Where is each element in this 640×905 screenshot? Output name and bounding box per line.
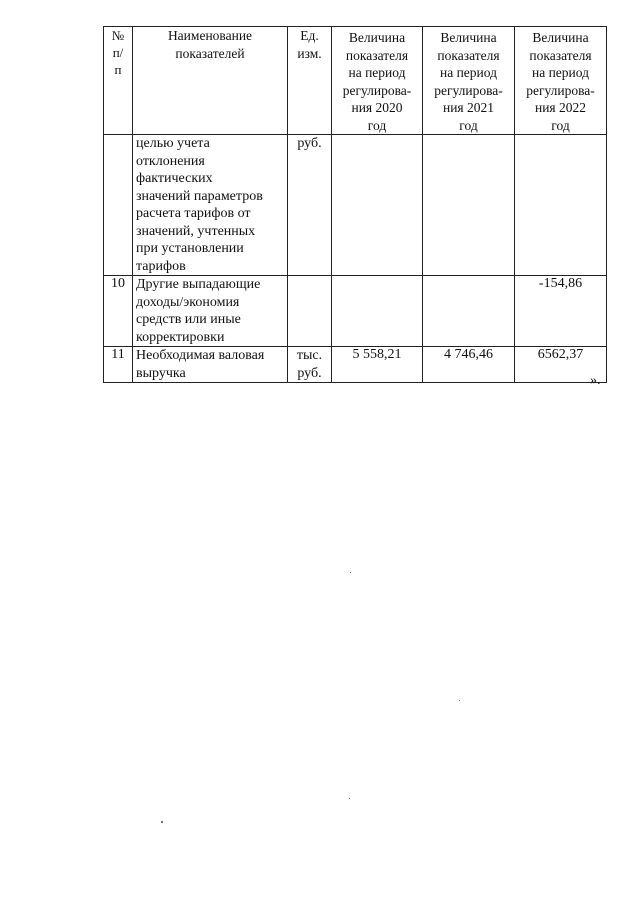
header-2022 [515,27,607,135]
scan-artifact [459,700,460,701]
header-2022-text: Величина показателя на период регулирова- ния 2022 год [526,30,595,133]
row-number: 10 [104,276,133,347]
header-unit-text: Ед. изм. [297,28,322,61]
scan-artifact [349,798,350,799]
row-unit: руб. [288,135,332,276]
closing-quote: ». [590,373,601,388]
row-value-2020 [332,276,423,347]
table-row [104,347,607,383]
row-name: Другие выпадающие доходы/экономия средств или иные корректировки [133,276,288,347]
row-value-2021: 4 746,46 [423,347,515,383]
header-2020-text: Величина показателя на период регулирова- ния 2020 год [342,30,412,133]
header-name-text: Наименование показателей [167,28,253,61]
row-name: Необходимая валовая выручка [133,347,288,383]
row-unit [288,276,332,347]
header-2021 [423,27,515,135]
row-value-2022: 6562,37 [515,347,607,383]
row-value-2020: 5 558,21 [332,347,423,383]
scan-artifact [350,572,351,573]
header-number [104,27,133,135]
header-2021-text: Величина показателя на период регулирова- ния 2021 год [434,30,503,133]
header-unit [288,27,332,135]
row-value-2020 [332,135,423,276]
tariff-indicators-table [103,26,607,383]
row-value-2022 [515,135,607,276]
table-row [104,135,607,276]
row-number [104,135,133,276]
row-name: целью учета отклонения фактических значений параметров расчета тарифов от значений, учтенных при установлении тарифов [133,135,288,276]
header-2020 [332,27,423,135]
row-number: 11 [104,347,133,383]
table-header-row [104,27,607,135]
row-unit: тыс. руб. [288,347,332,383]
row-value-2021 [423,135,515,276]
header-name [133,27,288,135]
row-value-2022: -154,86 [515,276,607,347]
table-row [104,276,607,347]
header-number-text: № п/ п [111,28,125,77]
row-value-2021 [423,276,515,347]
scan-artifact [161,821,163,823]
